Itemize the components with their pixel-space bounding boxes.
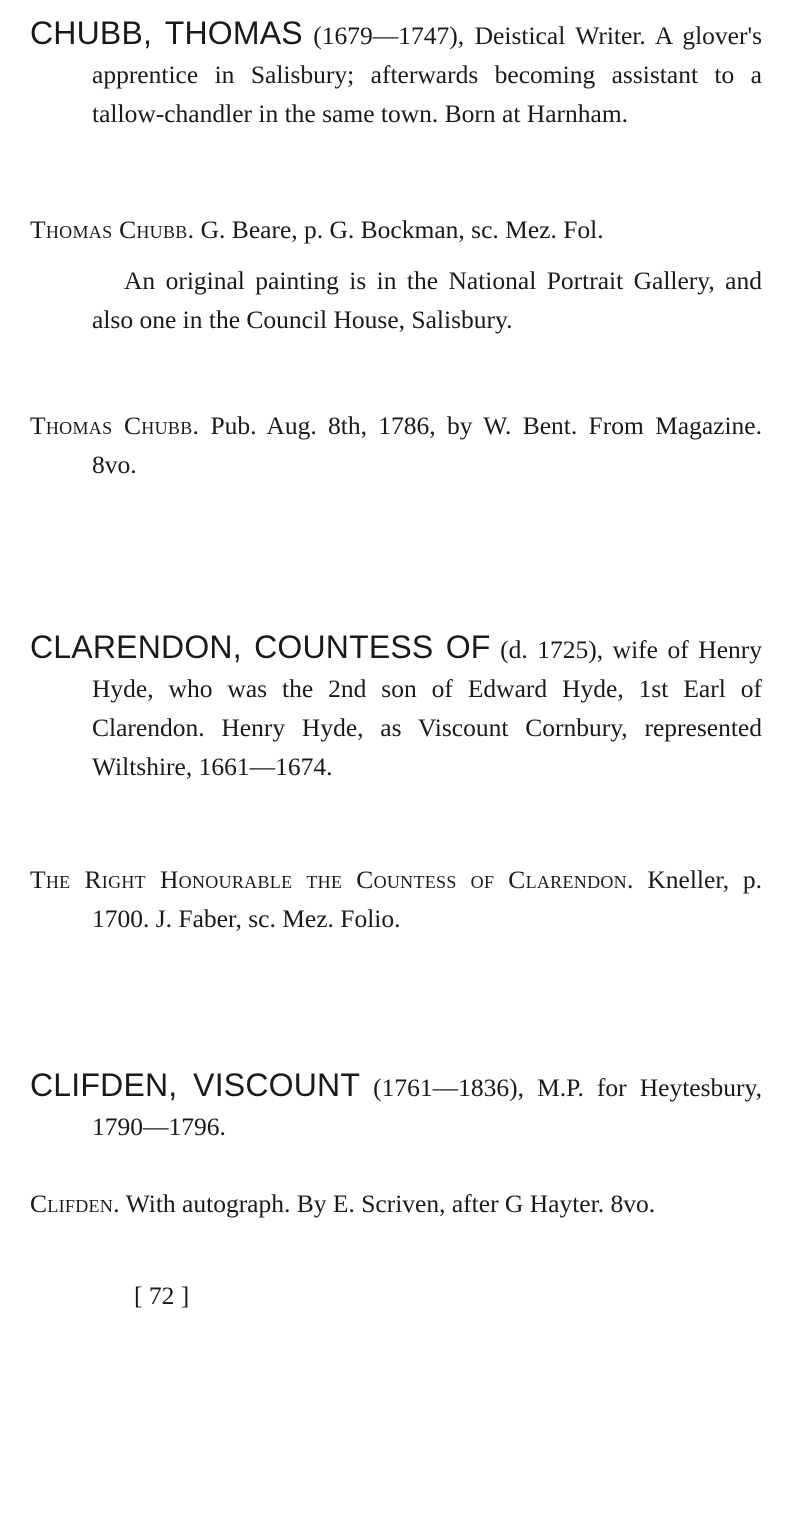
- portrait-entry: [30, 1184, 762, 1223]
- entry-clifden: [30, 1066, 762, 1146]
- entry-description: (d. 1725), wife of Henry Hyde, who was the 2nd son of Edward Hyde, 1st Earl of Clarendon. Henry Hyde, as Viscount Cornbury, represented Wiltshire, 1661—1674.: [92, 635, 763, 781]
- portrait-title: The Right Honourable the Countess of Clarendon.: [30, 865, 634, 894]
- portrait-details: G. Beare, p. G. Bockman, sc. Mez. Fol.: [194, 215, 604, 244]
- portrait-chubb-1: [30, 210, 762, 339]
- portrait-details: With autograph. By E. Scriven, after G Hayter. 8vo.: [119, 1189, 656, 1218]
- page-number: [ 72 ]: [134, 1281, 190, 1310]
- portrait-clarendon-1: [30, 860, 762, 938]
- entry-name: CLIFDEN, VISCOUNT: [30, 1067, 361, 1103]
- entry-description: (1679—1747), Deistical Writer. A glover's apprentice in Salisbury; afterwards becoming assistant to a tallow-chandler in the same town. Born at Harnham.: [92, 21, 763, 128]
- portrait-entry: [30, 860, 762, 938]
- portrait-title: Thomas Chubb.: [30, 411, 200, 440]
- entry-name: CHUBB, THOMAS: [30, 15, 303, 51]
- portrait-clifden-1: [30, 1184, 762, 1223]
- entry-clarendon: [30, 628, 762, 786]
- entry-heading: [30, 628, 762, 786]
- portrait-chubb-2: [30, 406, 762, 484]
- portrait-details: Pub. Aug. 8th, 1786, by W. Bent. From Magazine. 8vo.: [92, 411, 762, 479]
- portrait-details: Kneller, p. 1700. J. Faber, sc. Mez. Folio.: [92, 865, 762, 933]
- entry-chubb: [30, 14, 762, 133]
- entry-heading: [30, 14, 762, 133]
- portrait-entry: [30, 406, 762, 484]
- portrait-title: Clifden.: [30, 1189, 120, 1218]
- portrait-note: An original painting is in the National Portrait Gallery, and also one in the Council House, Salisbury.: [92, 266, 762, 334]
- portrait-entry: [30, 210, 762, 249]
- entry-heading: [30, 1066, 762, 1146]
- portrait-title: Thomas Chubb.: [30, 215, 195, 244]
- entry-description: (1761—1836), M.P. for Heytesbury, 1790—1796.: [92, 1073, 762, 1141]
- entry-name: CLARENDON, COUNTESS OF: [30, 629, 491, 665]
